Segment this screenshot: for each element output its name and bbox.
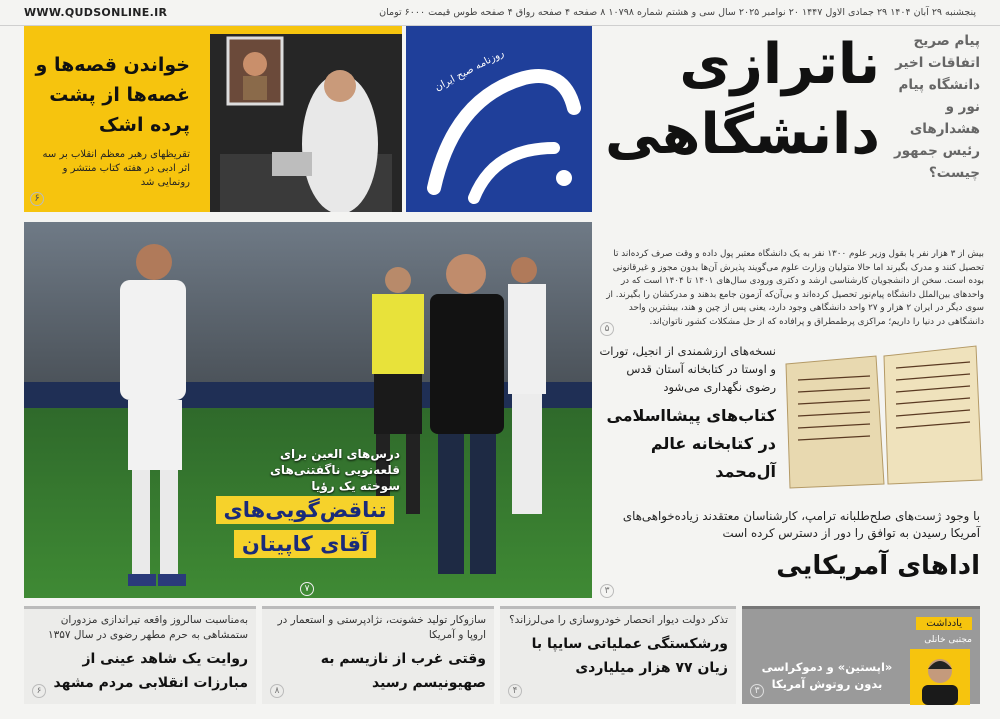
storyteller-illustration — [210, 34, 402, 212]
memo-label: یادداشت — [916, 617, 972, 630]
page-number: ۶ — [32, 684, 46, 698]
bottom-story-3[interactable] — [500, 606, 736, 704]
memo-title: «اپستین» و دموکراسی بدون روتوش آمریکا — [761, 660, 893, 691]
teaser-headline[interactable]: خواندن قصه‌ها و غصه‌ها از پشت پرده اشک — [35, 54, 190, 136]
teaser-photo — [210, 34, 402, 212]
manuscripts-text: نسخه‌های ارزشمندی از انجیل، تورات و اوستا در کتابخانه آستان قدس رضوی نگهداری می‌شود — [599, 344, 776, 394]
teaser-text — [30, 50, 190, 190]
bottom-story-kicker: تذکر دولت دیوار انحصار خودروسازی را می‌لرزاند؟ — [509, 614, 728, 626]
teaser-subtitle: تقریظهای رهبر معظم انقلاب بر سه اثر ادبی در هفته کتاب منتشر و رونمایی شد — [42, 149, 190, 188]
manuscripts-headline[interactable]: کتاب‌های پیشااسلامی در کتابخانه عالم آل‌محمد — [606, 406, 776, 481]
bottom-story-1[interactable] — [24, 606, 256, 704]
memo-box[interactable] — [742, 606, 980, 704]
main-headline-line2: دانشگاهی — [604, 102, 880, 167]
photo-headline[interactable] — [200, 496, 410, 564]
memo-author: مجتبی خانلی — [924, 635, 972, 645]
page-number: ۷ — [300, 582, 314, 596]
site-url[interactable]: WWW.QUDSONLINE.IR — [24, 6, 168, 19]
america-text: با وجود ژست‌های صلح‌طلبانه ترامپ، کارشناسان معتقدند زیاده‌خواهی‌های آمریکا رسیدن به توافق را دور از دسترس کرده است — [622, 509, 980, 540]
issue-info: پنجشنبه ۲۹ آبان ۱۴۰۴ ۲۹ جمادی الاول ۱۴۴۷ ۲۰ نوامبر ۲۰۲۵ سال سی و هشتم شماره ۱۰۷۹۸ ۸ صفحه ۴ صفحه رواق ۴ صفحه طوس قیمت ۶۰۰۰ تومان — [379, 7, 976, 18]
author-avatar — [910, 649, 970, 705]
side-note: پیام صریح اتفاقات اخیر دانشگاه پیام نور و هشدارهای رئیس جمهور چیست؟ — [893, 33, 980, 181]
manuscript-image — [780, 336, 986, 492]
main-headline-line1: ناترازی — [679, 32, 880, 97]
page-number: ۸ — [270, 684, 284, 698]
page-number: ۴ — [508, 684, 522, 698]
photo-headline-line2: آقای کاپیتان — [234, 530, 376, 558]
top-bar — [0, 0, 1000, 26]
bottom-story-kicker: سازوکار تولید خشونت، نژادپرستی و استعمار در اروپا و آمریکا — [277, 614, 486, 641]
main-headline[interactable] — [598, 30, 880, 170]
logo-mark-icon — [414, 38, 584, 206]
page-number: ۶ — [30, 192, 44, 206]
america-headline[interactable]: اداهای آمریکایی — [776, 551, 980, 581]
page-number: ۳ — [750, 684, 764, 698]
bottom-story-headline: ورشکستگی عملیاتی سایپا با زیان ۷۷ هزار میلیاردی — [531, 636, 728, 676]
page-number: ۵ — [600, 322, 614, 336]
bottom-story-headline: روایت یک شاهد عینی از مبارزات انقلابی مردم مشهد — [53, 651, 248, 691]
lead-body: بیش از ۳ هزار نفر یا بقول وزیر علوم ۱۳۰۰ نفر به یک دانشگاه معتبر پول داده و وقت صرف کرده‌اند تا تحصیل کنند و مدرک بگیرند اما حالا متولیان وزارت علوم می‌گویند پذیرش آن‌ها بدون مجوز و غیرقانونی بوده است. سخن از دانشجویان کارشناسی ارشد و دکتری ورودی سال‌های ۱۴۰۱ تا ۱۴۰۴ است که در واحدهای بین‌الملل دانشگاه پیام‌نور تحصیل کرده‌اند و بی‌آن‌که آزمون جامع بدهند و مدرکشان را بگیرند. از سوی دیگر در ایران ۲ هزار و ۲۷ واحد دانشگاهی وجود دارد، یعنی پس از چین و هند، بیشترین واحد دانشگاهی در دنیا را داریم؛ مراکزی پرطمطراق و پرافاده که از حل مشکلات کشور ناتوان‌اند. — [606, 249, 984, 327]
page-number: ۳ — [600, 584, 614, 598]
teaser-box[interactable] — [24, 26, 402, 212]
logo-subtitle: روزنامه صبح ایران — [433, 47, 506, 94]
photo-caption: درس‌های العین برای قلعه‌نویی ناگفتنی‌های سوخته یک رؤیا — [269, 447, 400, 493]
bottom-story-2[interactable] — [262, 606, 494, 704]
bottom-story-kicker: به‌مناسبت سالروز واقعه تیراندازی مزدوران ستمشاهی به حرم مطهر رضوی در سال ۱۳۵۷ — [47, 614, 248, 641]
bottom-story-headline: وقتی غرب از نازیسم به صهیونیسم رسید — [320, 651, 486, 691]
logo[interactable] — [406, 26, 592, 212]
photo-headline-line1: تناقض‌گویی‌های — [216, 496, 395, 524]
